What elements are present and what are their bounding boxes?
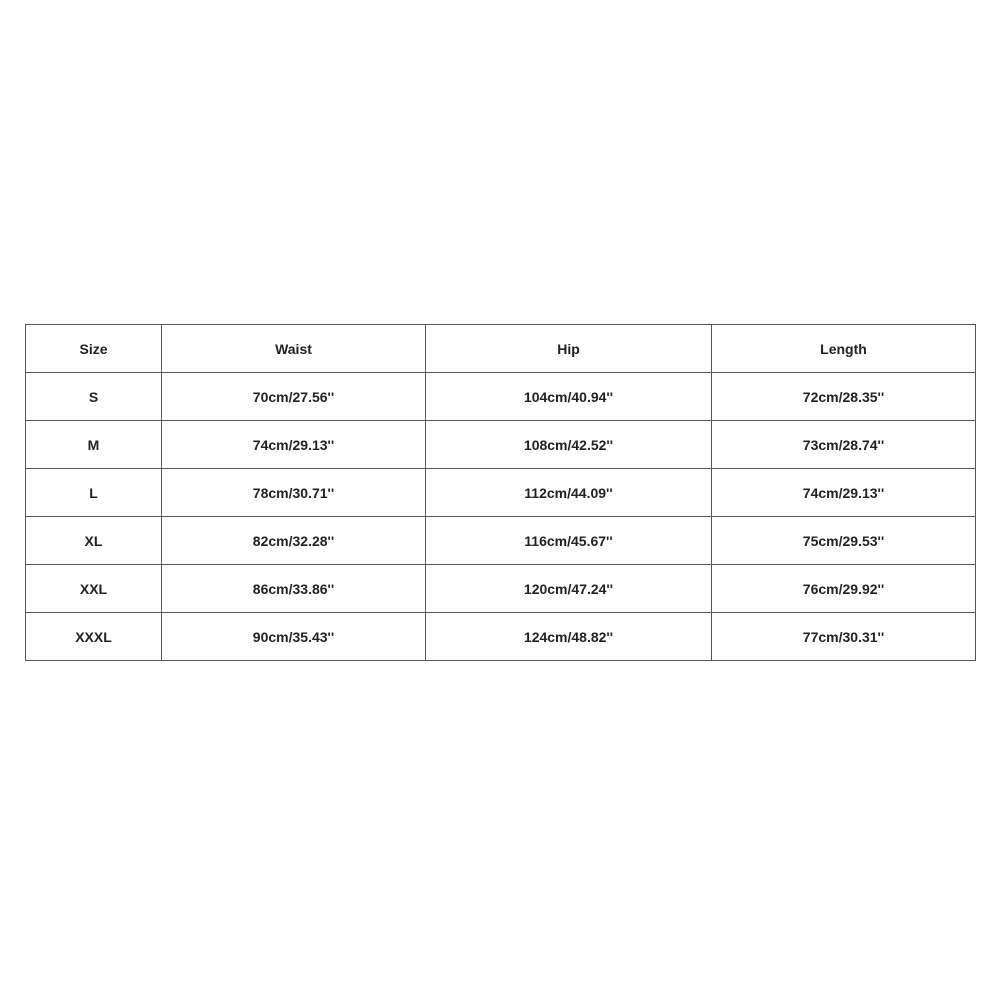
cell-waist: 90cm/35.43'' (162, 613, 426, 661)
cell-length: 75cm/29.53'' (712, 517, 976, 565)
cell-hip: 112cm/44.09'' (426, 469, 712, 517)
header-length: Length (712, 325, 976, 373)
cell-waist: 78cm/30.71'' (162, 469, 426, 517)
cell-size: L (26, 469, 162, 517)
table-row (26, 373, 976, 421)
cell-hip: 124cm/48.82'' (426, 613, 712, 661)
cell-hip: 104cm/40.94'' (426, 373, 712, 421)
cell-size: XXL (26, 565, 162, 613)
table-row (26, 421, 976, 469)
cell-hip: 120cm/47.24'' (426, 565, 712, 613)
cell-waist: 82cm/32.28'' (162, 517, 426, 565)
header-size: Size (26, 325, 162, 373)
table-row (26, 613, 976, 661)
cell-length: 76cm/29.92'' (712, 565, 976, 613)
cell-waist: 70cm/27.56'' (162, 373, 426, 421)
header-hip: Hip (426, 325, 712, 373)
size-chart-table (25, 324, 976, 661)
header-waist: Waist (162, 325, 426, 373)
cell-waist: 74cm/29.13'' (162, 421, 426, 469)
cell-length: 74cm/29.13'' (712, 469, 976, 517)
cell-length: 77cm/30.31'' (712, 613, 976, 661)
cell-hip: 116cm/45.67'' (426, 517, 712, 565)
cell-size: S (26, 373, 162, 421)
cell-waist: 86cm/33.86'' (162, 565, 426, 613)
table-row (26, 469, 976, 517)
cell-length: 73cm/28.74'' (712, 421, 976, 469)
cell-size: XXXL (26, 613, 162, 661)
cell-size: XL (26, 517, 162, 565)
cell-length: 72cm/28.35'' (712, 373, 976, 421)
table-header-row (26, 325, 976, 373)
cell-hip: 108cm/42.52'' (426, 421, 712, 469)
cell-size: M (26, 421, 162, 469)
table-row (26, 565, 976, 613)
table-row (26, 517, 976, 565)
